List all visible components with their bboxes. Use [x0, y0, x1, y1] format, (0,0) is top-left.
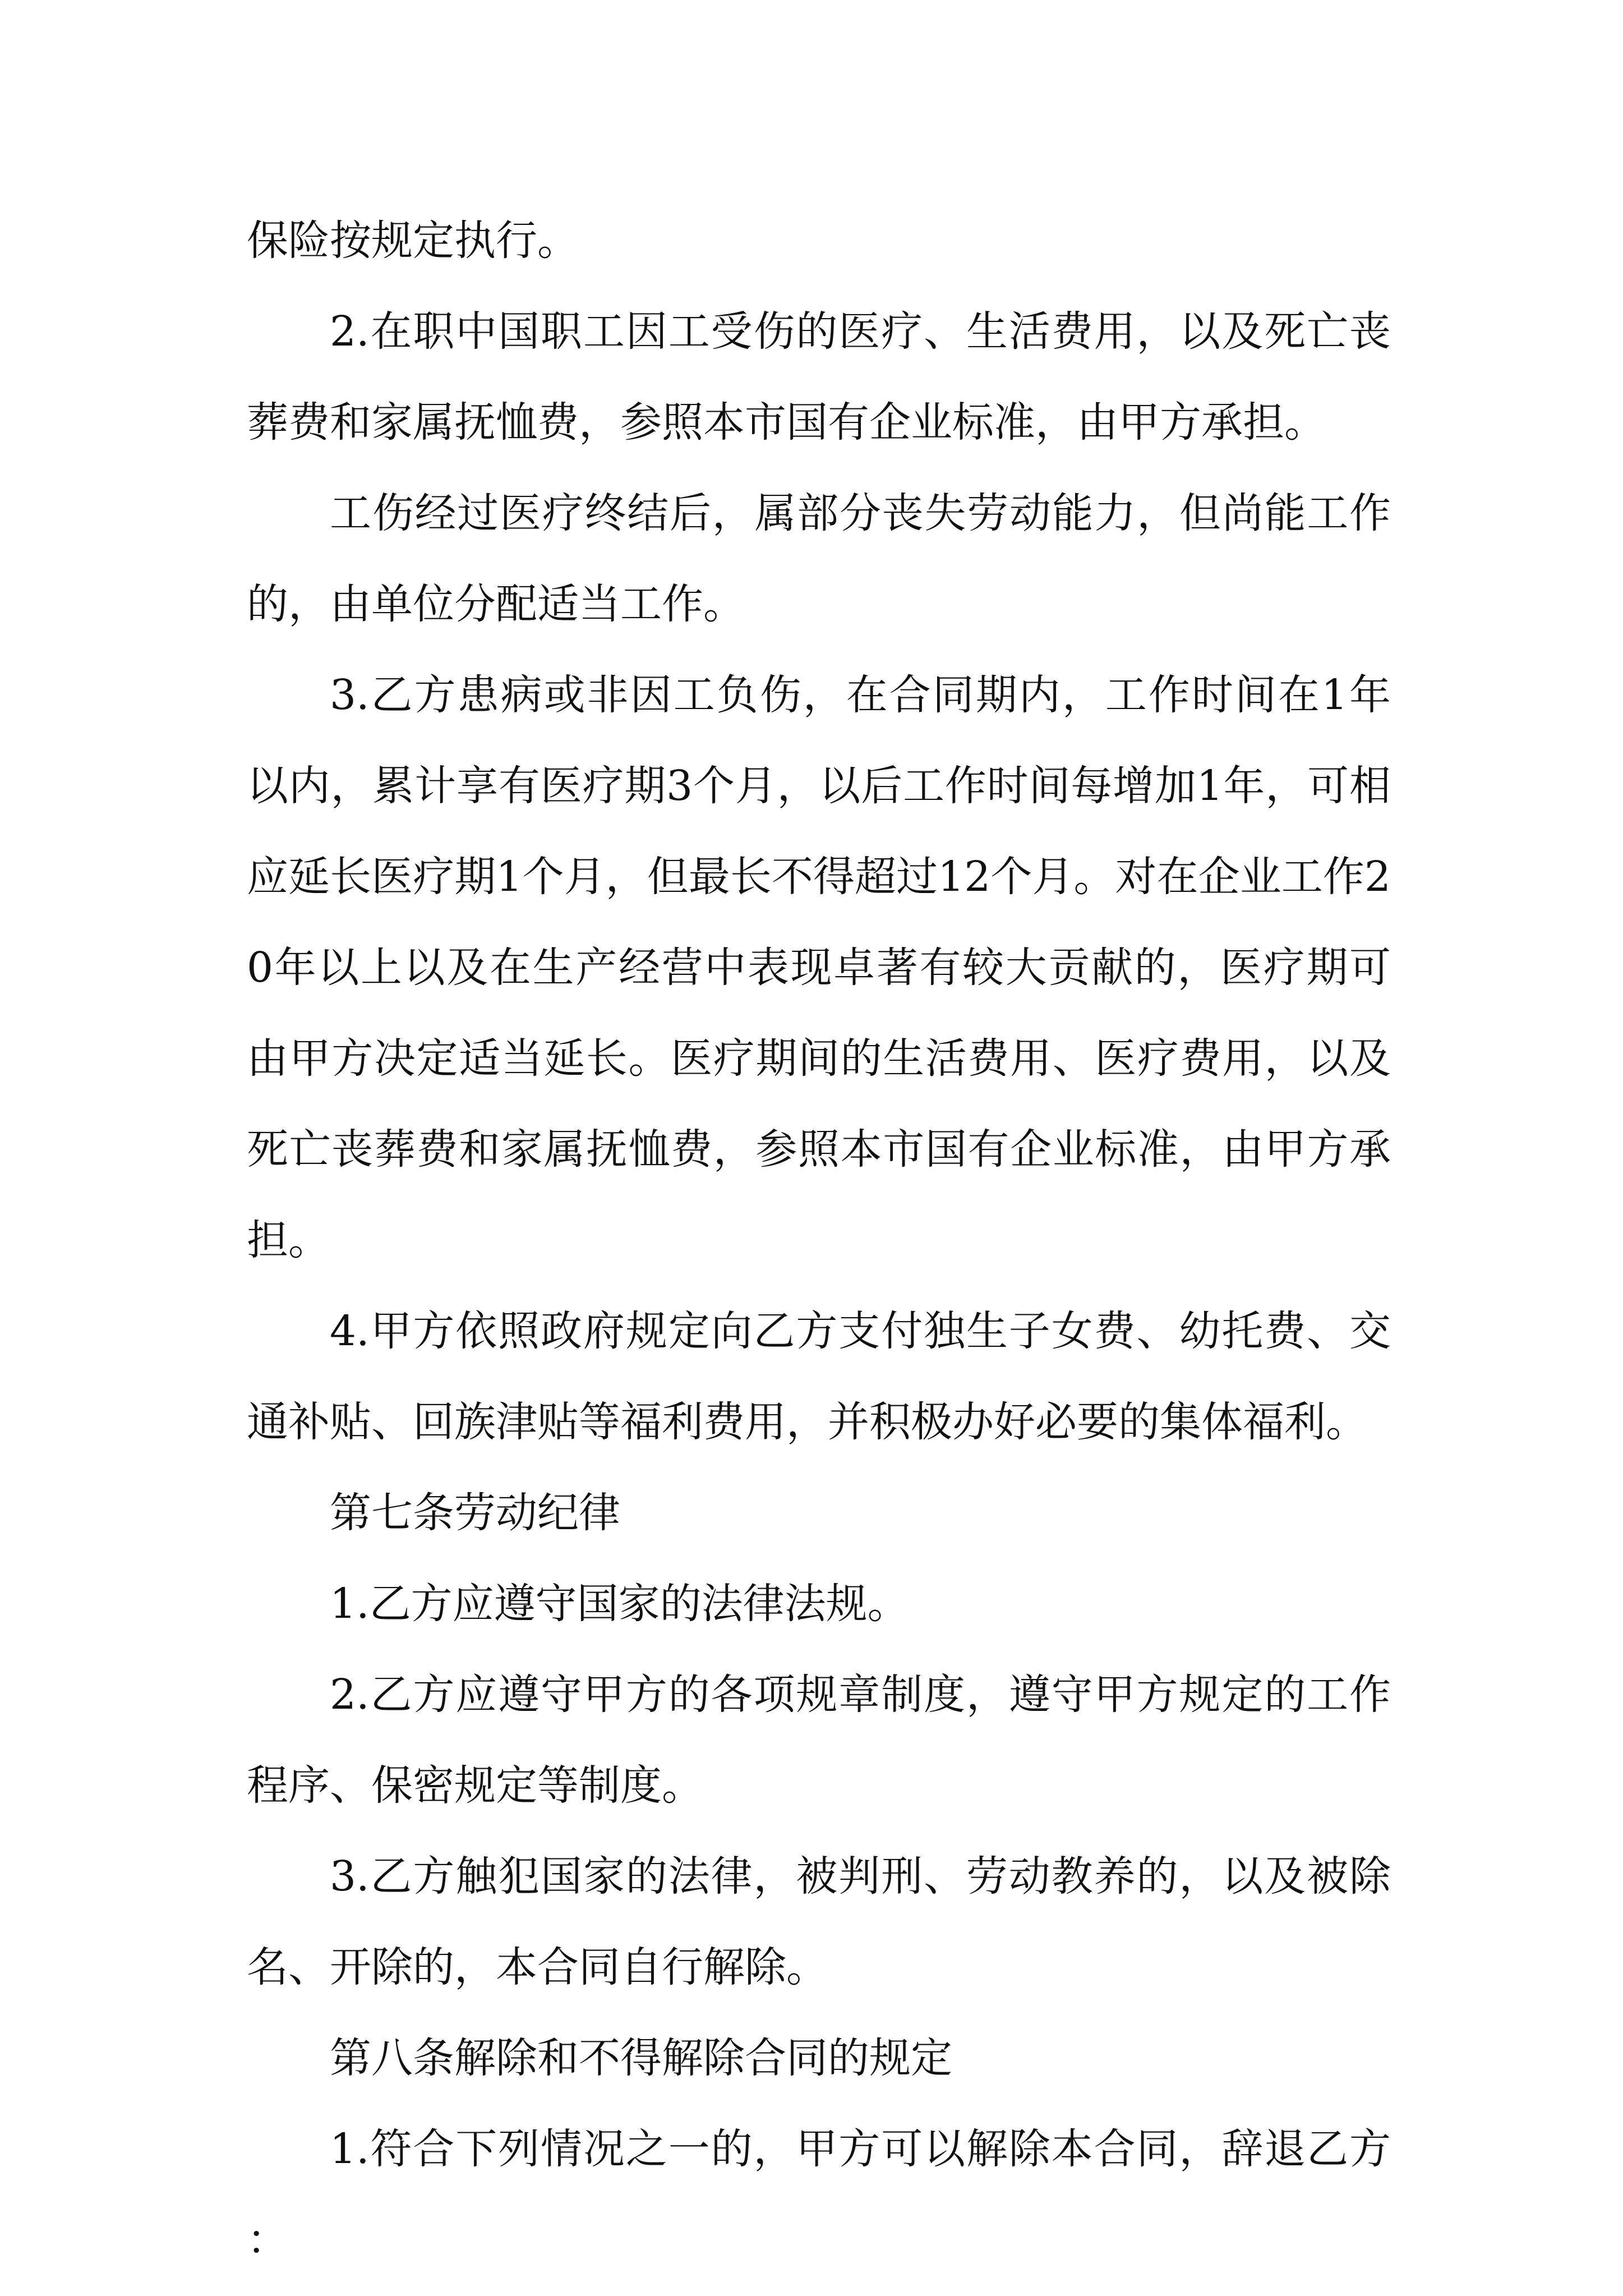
- paragraph-article-7-item-1: 1.乙方应遵守国家的法律法规。: [330, 1580, 909, 1628]
- paragraph-insurance-continuation: 保险按规定执行。: [247, 217, 579, 265]
- paragraph-article-7-item-3: 3.乙方触犯国家的法律，被判刑、劳动教养的，以及被除名、开除的，本合同自行解除。: [247, 1852, 1391, 1991]
- paragraph-item-2-work-injury: 2.在职中国职工因工受伤的医疗、生活费用，以及死亡丧葬费和家属抚恤费，参照本市国有企业标准，由甲方承担。: [247, 307, 1391, 447]
- paragraph-work-injury-after-treatment: 工伤经过医疗终结后，属部分丧失劳动能力，但尚能工作的，由单位分配适当工作。: [247, 489, 1391, 628]
- section-heading-article-8: 第八条解除和不得解除合同的规定: [330, 2034, 952, 2082]
- document-body: [247, 195, 1391, 2285]
- section-heading-article-7: 第七条劳动纪律: [330, 1489, 620, 1537]
- paragraph-item-4-welfare: 4.甲方依照政府规定向乙方支付独生子女费、幼托费、交通补贴、回族津贴等福利费用，并积极办好必要的集体福利。: [247, 1307, 1391, 1446]
- paragraph-item-3-illness-medical-period: 3.乙方患病或非因工负伤，在合同期内，工作时间在1年以内，累计享有医疗期3个月，以后工作时间每增加1年，可相应延长医疗期1个月，但最长不得超过12个月。对在企业工作20年以上以及在生产经营中表现卓著有较大贡献的，医疗期可由甲方决定适当延长。医疗期间的生活费用、医疗费用，以及死亡丧葬费和家属抚恤费，参照本市国有企业标准，由甲方承担。: [247, 671, 1391, 1264]
- paragraph-article-8-item-1: 1.符合下列情况之一的，甲方可以解除本合同，辞退乙方：: [247, 2125, 1391, 2264]
- paragraph-article-7-item-2: 2.乙方应遵守甲方的各项规章制度，遵守甲方规定的工作程序、保密规定等制度。: [247, 1671, 1391, 1810]
